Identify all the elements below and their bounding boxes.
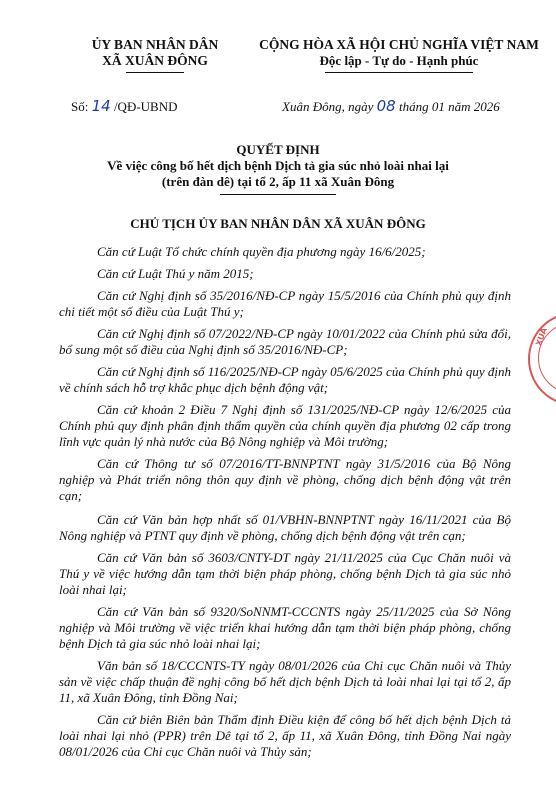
paragraph: Căn cứ Nghị định số 35/2016/NĐ-CP ngày 15/5/2016 của Chính phủ quy định chi tiết một số điều của Luật Thú y; bbox=[59, 288, 511, 319]
title-line-3: (trên đàn dê) tại tổ 2, ấp 11 xã Xuân Đông bbox=[161, 174, 395, 189]
seal-text: XUÂ bbox=[534, 326, 549, 348]
motto-underline bbox=[325, 72, 473, 73]
org-line-1: ỦY BAN NHÂN DÂN bbox=[91, 37, 219, 52]
paragraph: Căn cứ Nghị định số 116/2025/NĐ-CP ngày 05/6/2025 của Chính phủ quy định về chính sách hỗ trợ khắc phục dịch bệnh động vật; bbox=[59, 364, 511, 395]
decision-title bbox=[40, 142, 516, 195]
org-underline bbox=[126, 72, 184, 73]
red-seal-stamp bbox=[528, 312, 556, 406]
paragraph: Căn cứ Luật Tổ chức chính quyền địa phương ngày 16/6/2025; bbox=[97, 244, 426, 259]
legal-basis bbox=[59, 244, 511, 766]
national-motto: Độc lập - Tự do - Hạnh phúc bbox=[319, 53, 479, 68]
date-day-handwritten: 08 bbox=[376, 97, 396, 115]
date-month-year: tháng 01 năm 2026 bbox=[398, 99, 500, 114]
doc-number-handwritten: 14 bbox=[91, 97, 111, 115]
issuing-authority bbox=[66, 37, 244, 73]
republic-name: CỘNG HÒA XÃ HỘI CHỦ NGHĨA VIỆT NAM bbox=[259, 37, 539, 52]
document-number bbox=[71, 97, 178, 115]
title-line-1: QUYẾT ĐỊNH bbox=[236, 142, 320, 157]
doc-number-prefix: Số: bbox=[71, 99, 89, 114]
paragraph: Căn cứ khoản 2 Điều 7 Nghị định số 131/2025/NĐ-CP ngày 12/6/2025 của Chính phủ quy định phân định thẩm quyền của chính quyền địa phương 02 cấp trong lĩnh vực quản lý nhà nước của Bộ Nông nghiệp và Môi trường; bbox=[59, 402, 511, 449]
paragraph: Căn cứ biên Biên bản Thẩm định Điều kiện để công bố hết dịch bệnh Dịch tả loài nhai lại nhỏ (PPR) trên Dê tại tổ 2, ấp 11, xã Xuân Đông, tỉnh Đồng Nai ngày 08/01/2026 của Chi cục Chăn nuôi và Thủy sản; bbox=[59, 712, 511, 759]
paragraph: Văn bản số 18/CCCNTS-TY ngày 08/01/2026 của Chi cục Chăn nuôi và Thủy sản về việc chấp thuận đề nghị công bố hết dịch bệnh Dịch tả loài nhai lại tại tổ 2, ấp 11, xã Xuân Đông, tỉnh Đồng Nai; bbox=[59, 658, 511, 705]
authority-heading: CHỦ TỊCH ỦY BAN NHÂN DÂN XÃ XUÂN ĐÔNG bbox=[130, 216, 426, 231]
paragraph: Căn cứ Thông tư số 07/2016/TT-BNNPTNT ngày 31/5/2016 của Bộ Nông nghiệp và Phát triển nông thôn quy định về phòng, chống dịch bệnh động vật trên cạn; bbox=[59, 456, 511, 503]
paragraph: Căn cứ Nghị định số 07/2022/NĐ-CP ngày 10/01/2022 của Chính phủ sửa đổi, bổ sung một số điều của Nghị định số 35/2016/NĐ-CP; bbox=[59, 326, 511, 357]
title-underline bbox=[220, 194, 336, 195]
doc-number-suffix: /QĐ-UBND bbox=[113, 99, 178, 114]
issue-date bbox=[282, 97, 500, 115]
org-line-2: XÃ XUÂN ĐÔNG bbox=[102, 53, 208, 68]
paragraph: Căn cứ Văn bản hợp nhất số 01/VBHN-BNNPTNT ngày 16/11/2021 của Bộ Nông nghiệp và PTNT quy định về phòng, chống dịch bệnh động vật trên cạn; bbox=[59, 512, 511, 543]
paragraph: Căn cứ Văn bản số 9320/SoNNMT-CCCNTS ngày 25/11/2025 của Sở Nông nghiệp và Môi trường về việc triển khai hướng dẫn tạm thời biện pháp phòng, chống bệnh Dịch tả gia súc nhỏ loài nhai lại; bbox=[59, 604, 511, 651]
title-line-2: Về việc công bố hết dịch bệnh Dịch tả gia súc nhỏ loài nhai lại bbox=[107, 158, 449, 173]
paragraph: Căn cứ Văn bản số 3603/CNTY-DT ngày 21/11/2025 của Cục Chăn nuôi và Thú y về việc hướng dẫn tạm thời biện pháp phòng, chống bệnh Dịch tả gia súc nhỏ loài nhai lại; bbox=[59, 550, 511, 597]
paragraph: Căn cứ Luật Thú y năm 2015; bbox=[97, 266, 254, 281]
national-header bbox=[254, 37, 544, 73]
date-place: Xuân Đông, ngày bbox=[282, 99, 374, 114]
